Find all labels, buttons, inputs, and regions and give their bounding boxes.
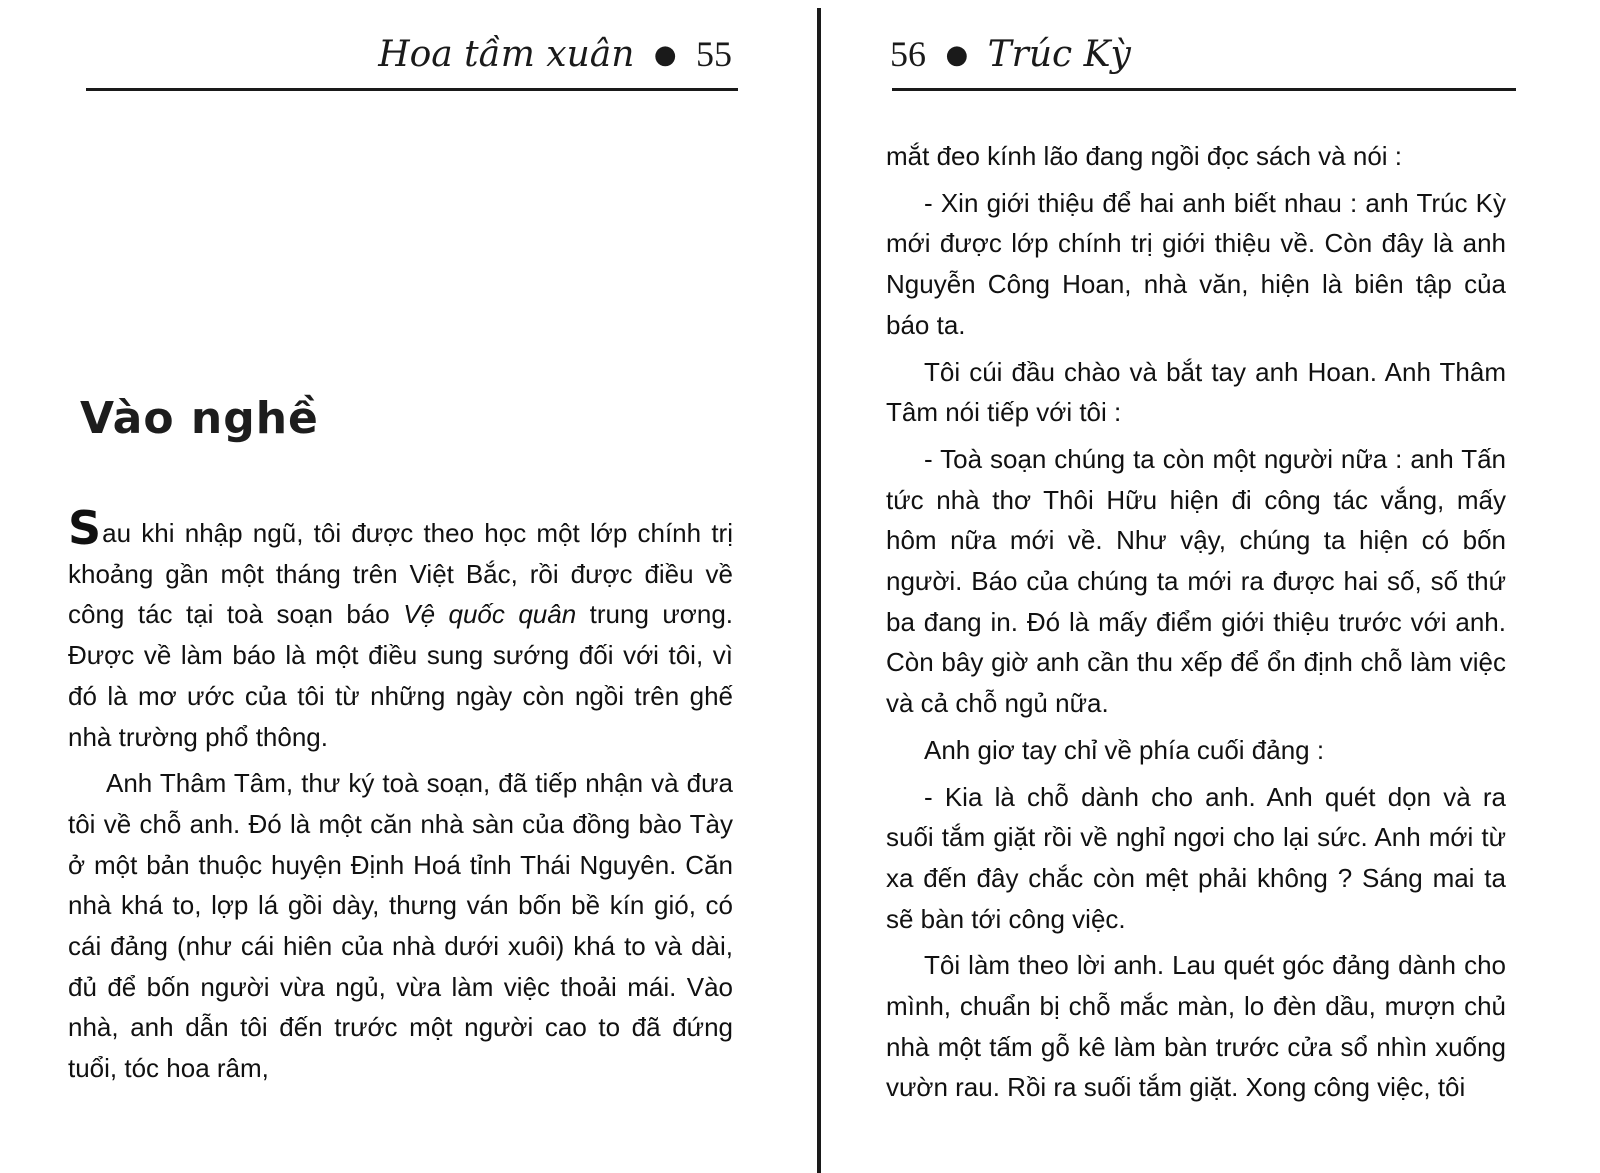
left-body-text bbox=[68, 501, 733, 1095]
right-paragraph-2: - Xin giới thiệu để hai anh biết nhau : anh Trúc Kỳ mới được lớp chính trị giới thiệu về. Còn đây là anh Nguyễn Công Hoan, nhà văn, hiện là biên tập của báo ta. bbox=[886, 187, 1506, 340]
left-paragraph-1-text-b: trung ương. Được về làm báo là một điều sung sướng đối với tôi, vì đó là mơ ước của tôi từ những ngày còn ngồi trên ghế nhà trường phổ thông. bbox=[68, 599, 733, 752]
right-paragraph-7: Tôi làm theo lời anh. Lau quét góc đảng dành cho mình, chuẩn bị chỗ mắc màn, lo đèn dầu, mượn chủ nhà một tấm gỗ kê làm bàn trước cửa sổ nhìn xuống vườn rau. Rồi ra suối tắm giặt. Xong công việc, tôi bbox=[886, 950, 1506, 1103]
right-paragraph-5: Anh giơ tay chỉ về phía cuối đảng : bbox=[924, 734, 1325, 765]
left-book-title: Hoa tầm xuân bbox=[378, 34, 635, 75]
left-paragraph-1 bbox=[68, 501, 733, 757]
left-page-number: 55 bbox=[696, 34, 732, 74]
right-paragraph-1: mắt đeo kính lão đang ngồi đọc sách và nói : bbox=[886, 141, 1403, 171]
right-page bbox=[886, 0, 1522, 1173]
chapter-title: Vào nghề bbox=[80, 393, 319, 444]
drop-cap: S bbox=[68, 501, 102, 555]
right-body-text bbox=[886, 136, 1506, 1114]
right-running-head bbox=[890, 30, 1131, 78]
left-paragraph-1-text-a: au khi nhập ngũ, tôi được theo học một lớp chính trị khoảng gần một tháng trên Việt Bắc, rồi được điều về công tác tại toà soạn báo bbox=[68, 518, 733, 630]
left-running-head bbox=[378, 30, 732, 78]
left-page bbox=[58, 0, 738, 1173]
left-paragraph-2: Anh Thâm Tâm, thư ký toà soạn, đã tiếp nhận và đưa tôi về chỗ anh. Đó là một căn nhà sàn của đồng bào Tày ở một bản thuộc huyện Định Hoá tỉnh Thái Nguyên. Căn nhà khá to, lợp lá gồi dày, thưng ván bốn bề kín gió, có cái đảng (như cái hiên của nhà dưới xuôi) khá to và dài, đủ để bốn người vừa ngủ, vừa làm việc thoải mái. Vào nhà, anh dẫn tôi đến trước một người cao to đã đứng tuổi, tóc hoa râm, bbox=[68, 768, 733, 1084]
right-author-name: Trúc Kỳ bbox=[987, 34, 1131, 75]
right-paragraph-6: - Kia là chỗ dành cho anh. Anh quét dọn và ra suối tắm giặt rồi về nghỉ ngơi cho lại sức. Anh mới từ xa đến đây chắc còn mệt phải không ? Sáng mai ta sẽ bàn tới công việc. bbox=[886, 781, 1506, 934]
right-paragraph-4: - Toà soạn chúng ta còn một người nữa : anh Tấn tức nhà thơ Thôi Hữu hiện đi công tác vắng, mấy hôm nữa mới về. Như vậy, chúng ta hiện có bốn người. Báo của chúng ta mới ra được hai số, số thứ ba đang in. Đó là mấy điểm giới thiệu trước với anh. Còn bây giờ anh cần thu xếp để ổn định chỗ làm việc và cả chỗ ngủ nữa. bbox=[886, 443, 1506, 719]
right-paragraph-3: Tôi cúi đầu chào và bắt tay anh Hoan. Anh Thâm Tâm nói tiếp với tôi : bbox=[886, 356, 1506, 428]
left-head-bullet: ● bbox=[653, 40, 677, 70]
book-spine-divider bbox=[817, 8, 821, 1173]
left-head-rule bbox=[86, 88, 738, 91]
right-head-bullet: ● bbox=[945, 40, 969, 70]
right-head-rule bbox=[892, 88, 1516, 91]
right-page-number: 56 bbox=[890, 34, 926, 74]
newspaper-title-italic: Vệ quốc quân bbox=[403, 599, 577, 630]
